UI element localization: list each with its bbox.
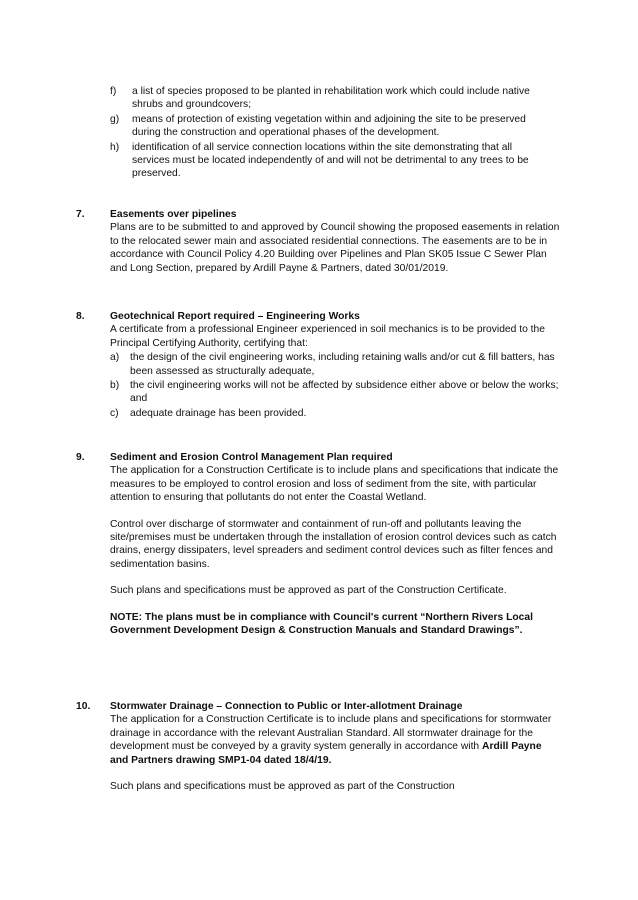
list-item-label: b): [110, 380, 120, 392]
section-note: NOTE: The plans must be in compliance with Council's current “Northern Rivers Local Government Development Design & Construction Manuals and Standard Drawings”.: [110, 611, 533, 637]
list-item-text: a list of species proposed to be planted in rehabilitation work which could include native shrubs and groundcovers;: [132, 86, 530, 111]
list-item-label: h): [110, 141, 120, 153]
list-item: [110, 407, 562, 420]
section-number: 10.: [76, 701, 91, 712]
list-item: [110, 379, 562, 406]
list-item-label: g): [110, 113, 120, 125]
list-item: [110, 85, 550, 112]
list-item-text: means of protection of existing vegetation within and adjoining the site to be preserved during the construction and operational phases of the development.: [132, 113, 526, 139]
list-item-label: a): [110, 352, 120, 364]
section-heading: Stormwater Drainage – Connection to Public or Inter-allotment Drainage: [110, 701, 463, 712]
section-heading: Sediment and Erosion Control Management Plan required: [110, 452, 393, 463]
list-item-text: identification of all service connection locations within the site demonstrating that all services must be located independently of and will not be detrimental to any trees to be preserved.: [132, 141, 529, 180]
list-item: [110, 351, 562, 378]
section-number: 7.: [76, 209, 85, 220]
section-9: [76, 451, 562, 637]
section-7: [76, 208, 562, 275]
list-item-label: f): [110, 86, 117, 97]
section-number: 9.: [76, 452, 85, 463]
section-10: [76, 700, 562, 793]
list-item-label: c): [110, 407, 119, 419]
list-item: [110, 141, 550, 181]
list-item: [110, 113, 550, 140]
top-list: [110, 85, 550, 182]
section-paragraph: Plans are to be submitted to and approved by Council showing the proposed easements in relation to the relocated sewer main and associated residential connections. The easements are to be in accordance with Council Policy 4.20 Building over Pipelines and Plan SK05 Issue C Sewer Plan and Long Section, prepared by Ardill Payne & Partners, dated 30/01/2019.: [110, 222, 560, 274]
section-paragraph: Such plans and specifications must be approved as part of the Construction: [110, 781, 455, 793]
paragraph-text: The application for a Construction Certificate is to include plans and specifications for stormwater drainage in accordance with the relevant Australian Standard. All stormwater drainage for the development must be conveyed by a gravity system generally in accordance with: [110, 714, 552, 753]
section-paragraph: Such plans and specifications must be approved as part of the Construction Certificate.: [110, 585, 507, 597]
section-8: [76, 310, 562, 421]
section-paragraph: Control over discharge of stormwater and containment of run-off and pollutants leaving the site/premises must be undertaken through the installation of erosion control devices such as catch drains, energy dissipaters, level spreaders and sediment control devices such as filter fences and sedimentation basins.: [110, 518, 557, 570]
section-number: 8.: [76, 311, 85, 322]
list-item-text: the design of the civil engineering works, including retaining walls and/or cut & fill batters, has been assessed as structurally adequate,: [130, 352, 555, 377]
paragraph-bold-text: Ardill Payne and Partners drawing SMP1-04 dated 18/4/19.: [110, 741, 542, 766]
list-item-text: adequate drainage has been provided.: [130, 407, 307, 419]
section-heading: Geotechnical Report required – Engineering Works: [110, 311, 360, 322]
list-item-text: the civil engineering works will not be affected by subsidence either above or below the works; and: [130, 380, 559, 405]
section-paragraph: [110, 713, 562, 767]
section-heading: Easements over pipelines: [110, 209, 237, 220]
section-paragraph: The application for a Construction Certificate is to include plans and specifications that indicate the measures to be employed to control erosion and loss of sediment from the site, with particular attention to ensuring that pollutants do not enter the Coastal Wetland.: [110, 465, 559, 504]
section-paragraph: A certificate from a professional Engineer experienced in soil mechanics is to be provided to the Principal Certifying Authority, certifying that:: [110, 324, 545, 349]
